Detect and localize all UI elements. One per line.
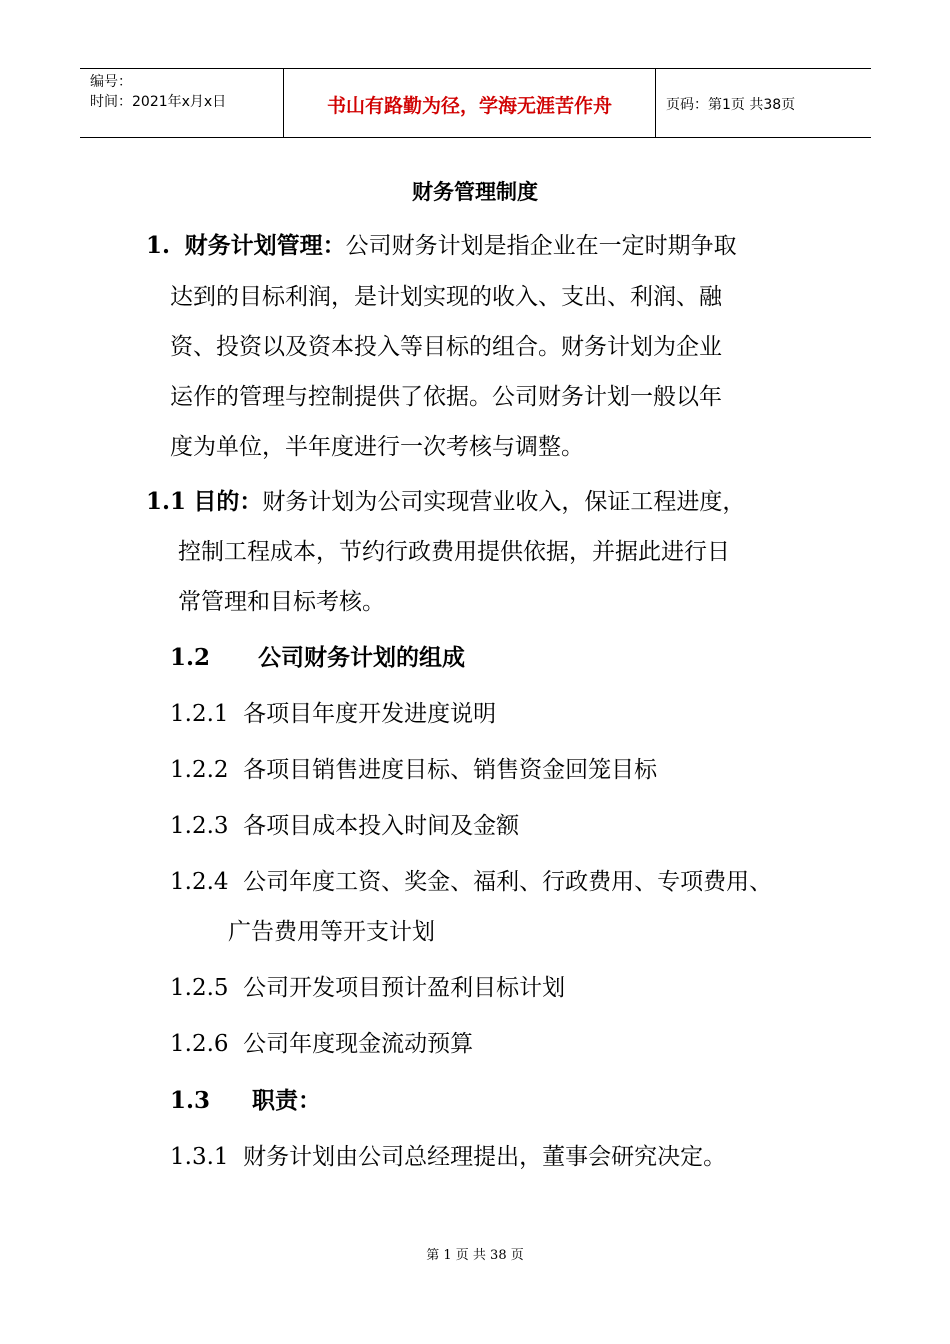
section-1-1-number: 1.1 [146, 488, 187, 515]
list-item [170, 699, 496, 729]
header-motto: 书山有路勤为径，学海无涯苦作舟 [326, 95, 612, 117]
section-1-1-line-1 [146, 487, 745, 517]
item-text: 各项目成本投入时间及金额 [243, 813, 520, 839]
doc-date-label: 时间：2021年x月x日 [90, 94, 227, 110]
section-1-line-2: 达到的目标利润，是计划实现的收入、支出、利润、融 [170, 284, 722, 310]
item-number: 1.2.5 [170, 975, 229, 1001]
section-1-3-number: 1.3 [170, 1087, 211, 1114]
page-footer: 第 1 页 共 38 页 [426, 1248, 524, 1263]
header-meta-cell [80, 69, 284, 137]
section-1-1-line-2: 控制工程成本，节约行政费用提供依据，并据此进行日 [178, 539, 730, 565]
list-item-continuation: 广告费用等开支计划 [228, 919, 435, 945]
section-1-3-heading: 职责： [252, 1088, 322, 1114]
item-text: 财务计划由公司总经理提出，董事会研究决定。 [243, 1144, 727, 1170]
item-text: 公司年度现金流动预算 [243, 1031, 474, 1057]
document-title: 财务管理制度 [412, 180, 538, 204]
section-1-1-line-3: 常管理和目标考核。 [178, 589, 385, 615]
section-1-2-number: 1.2 [170, 644, 211, 671]
item-text: 各项目年度开发进度说明 [243, 701, 497, 727]
list-item [170, 867, 772, 897]
item-text: 公司开发项目预计盈利目标计划 [243, 975, 566, 1001]
section-1-3-heading-line [170, 1086, 321, 1116]
section-1-1-text: 财务计划为公司实现营业收入，保证工程进度， [262, 489, 746, 515]
section-1-line-4: 运作的管理与控制提供了依据。公司财务计划一般以年 [170, 384, 722, 410]
header-motto-cell [284, 69, 656, 137]
item-number: 1.3.1 [170, 1144, 229, 1170]
section-1-text: 公司财务计划是指企业在一定时期争取 [345, 233, 737, 259]
list-item [170, 755, 657, 785]
section-1-line-3: 资、投资以及资本投入等目标的组合。财务计划为企业 [170, 334, 722, 360]
section-1-line-1 [146, 231, 737, 261]
item-text: 各项目销售进度目标、销售资金回笼目标 [243, 757, 658, 783]
section-1-heading: 财务计划管理： [184, 233, 346, 259]
list-item [170, 1029, 473, 1059]
item-number: 1.2.2 [170, 757, 229, 783]
item-number: 1.2.6 [170, 1031, 229, 1057]
section-1-line-5: 度为单位，半年度进行一次考核与调整。 [170, 434, 584, 460]
section-1-2-heading-line [170, 643, 465, 673]
header-page-info: 页码：第1页 共38页 [666, 97, 796, 113]
doc-number-label: 编号： [90, 74, 132, 90]
section-1-number: 1. [146, 232, 171, 259]
item-number: 1.2.3 [170, 813, 229, 839]
section-1-2-heading: 公司财务计划的组成 [258, 645, 466, 671]
list-item [170, 811, 519, 841]
item-number: 1.2.4 [170, 869, 229, 895]
document-header [80, 68, 871, 138]
list-item [170, 973, 565, 1003]
list-item [170, 1142, 726, 1172]
section-1-1-heading: 目的： [193, 489, 263, 515]
header-page-cell [656, 69, 871, 137]
item-text: 公司年度工资、奖金、福利、行政费用、专项费用、 [243, 869, 773, 895]
item-number: 1.2.1 [170, 701, 229, 727]
